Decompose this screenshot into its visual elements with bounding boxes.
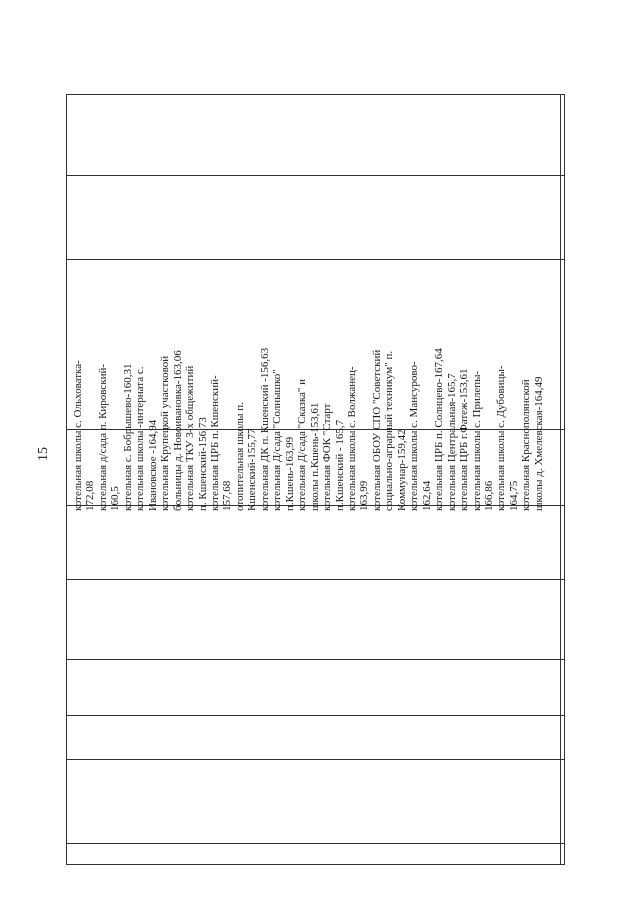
table-line: п. Кшенский-156,73 (196, 417, 209, 511)
table-rule (67, 759, 564, 760)
table-line: 160,5 (109, 486, 122, 511)
boiler-list-cell (70, 259, 545, 749)
table-line: школы п.Кшень-153,61 (308, 402, 321, 511)
table-line: Кшенский-155,77 (246, 428, 259, 511)
table-line: котельная ДК п. Кшенский -156,63 (258, 347, 271, 511)
table-line: котельная школы с. Волжанец- (345, 366, 358, 511)
table-line: котельная ЦРБ г.Фатеж-153,61 (458, 368, 471, 511)
table-line: котельная ФОК "Старт (321, 403, 334, 511)
table-line: котельная школы с. Мансурово- (408, 361, 421, 511)
table-line: котельная школы -интерната с. (134, 366, 147, 511)
table-line: котельная ЦРБ п. Кшенский- (208, 375, 221, 511)
table-line: котельная с. Бобрышево-160,31 (121, 363, 134, 511)
table-line: 166,86 (482, 480, 495, 511)
table-line: котельная ОБОУ СПО "Советский (370, 349, 383, 511)
table-line: отопительная школы п. (233, 402, 246, 511)
table-line: 172,08 (84, 480, 97, 511)
table-line: котельная Крупецкой участковой (159, 355, 172, 511)
table-line: котельная школы с. Ольховатка- (72, 360, 84, 511)
table-line: Ивановское -164,94 (146, 419, 159, 511)
data-table (66, 94, 565, 865)
table-line: больницы д. Новоивановка-163,06 (171, 350, 184, 511)
table-line: котельная школы с. Прилепы- (470, 370, 483, 511)
table-line: 157,68 (221, 480, 234, 511)
table-line: п.Кшень-163,99 (283, 436, 296, 511)
table-line: котельная Д/сада "Солнышко" (271, 369, 284, 511)
table-line: котельная Д/сада "Сказка" и (296, 378, 309, 511)
table-line: 163,99 (358, 480, 371, 511)
table-line: котельная ЦРБ п. Солнцево-167,64 (433, 348, 446, 511)
table-line: 162,64 (420, 480, 433, 511)
table-line: котельная д/сада п. Кировский- (96, 363, 109, 511)
table-line: Коммунар-159,42 (395, 429, 408, 511)
table-line: котельная ТКУ 3-х общежитий (184, 365, 197, 511)
table-line: п.Кшенский - 165,7 (333, 419, 346, 511)
table-line: котельная Краснополянской (520, 379, 533, 511)
table-rule (560, 95, 561, 864)
table-line: котельная школы с. Дубовицы- (495, 365, 508, 511)
table-line: школы д. Хмелевская-164,49 (532, 376, 545, 511)
table-line: социально-аграрный техникум" п. (383, 350, 396, 511)
boiler-list (70, 25, 545, 515)
table-line: котельная Центральная-165,7 (445, 373, 458, 511)
table-rule (67, 843, 564, 844)
page-number: 15 (36, 447, 51, 461)
table-line: 164,75 (507, 480, 520, 511)
